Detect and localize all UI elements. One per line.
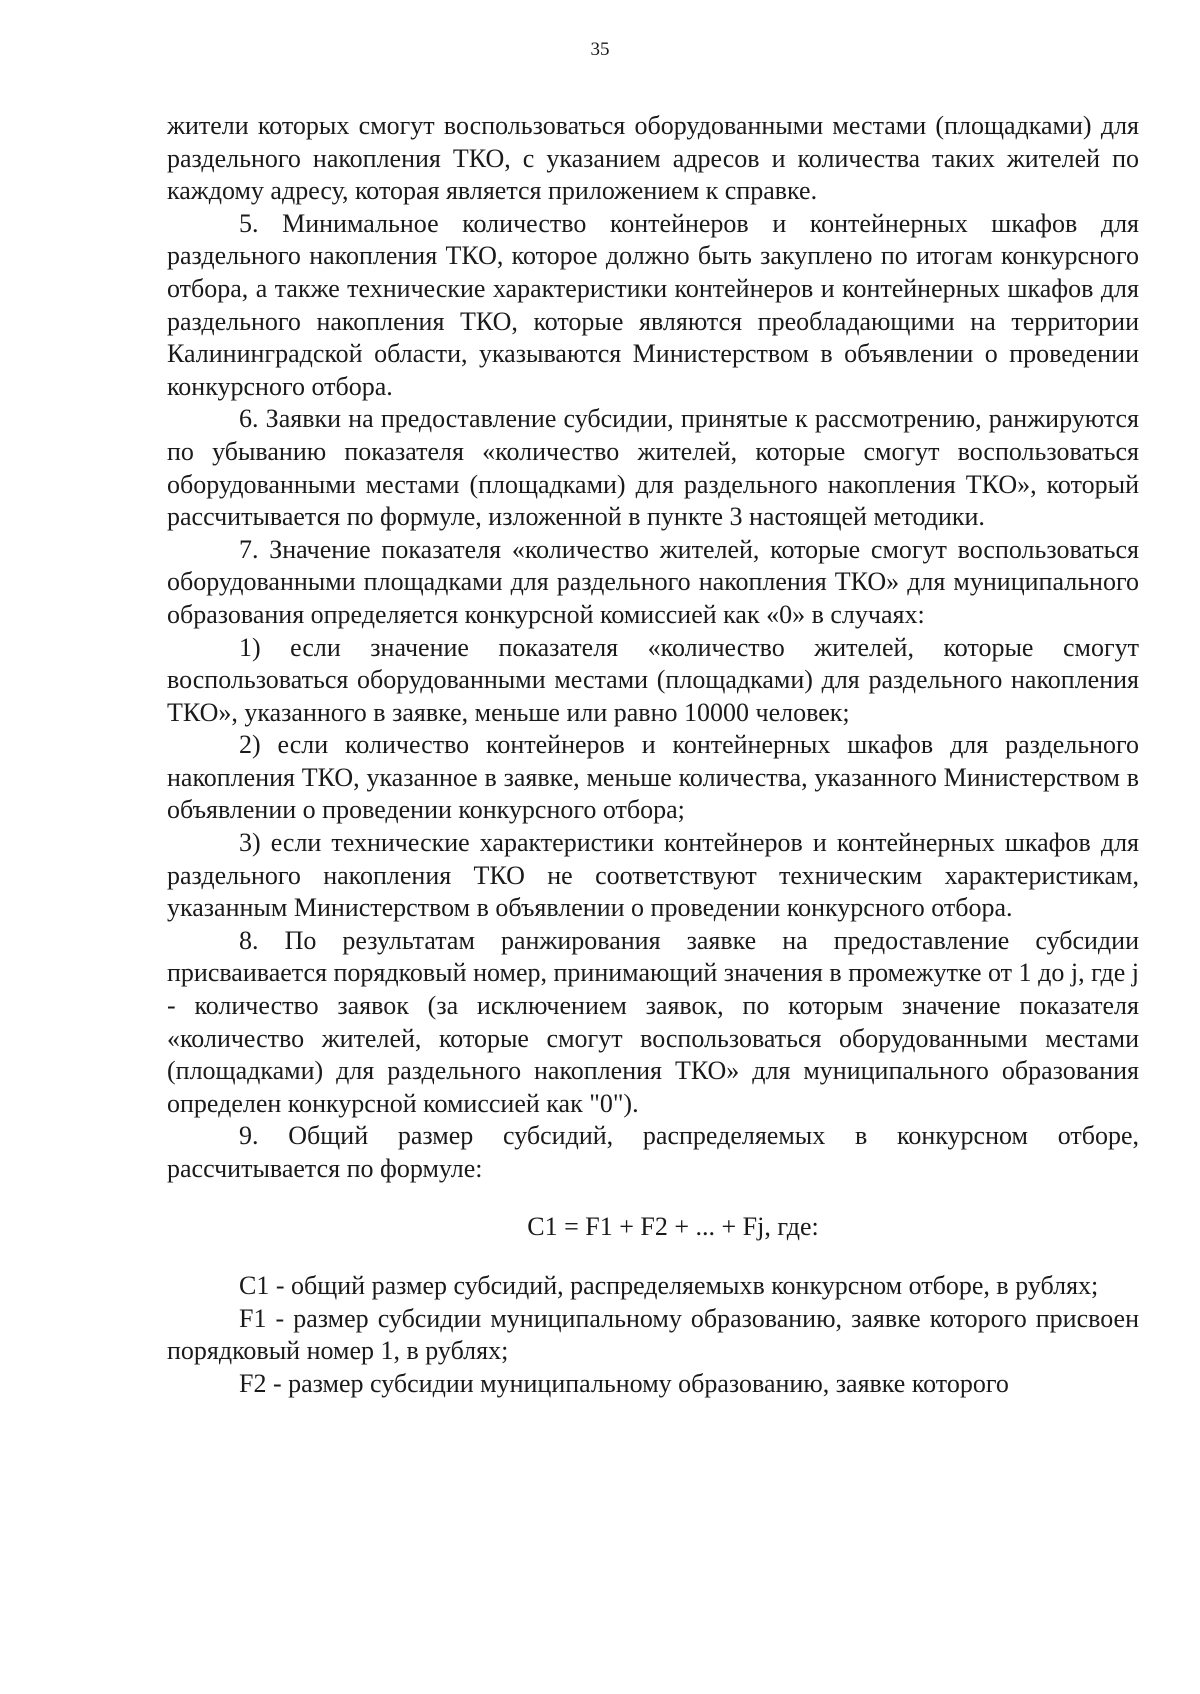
paragraph-item-9: 9. Общий размер субсидий, распределяемых в конкурсном отборе, рассчитывается по формуле: xyxy=(167,1121,1139,1183)
definition-f2: F2 - размер субсидии муниципальному образованию, заявке которого xyxy=(239,1368,1009,1398)
definition-f1: F1 - размер субсидии муниципальному образованию, заявке которого присвоен порядковый номер 1, в рублях; xyxy=(167,1303,1139,1366)
document-body xyxy=(167,110,1139,1401)
formula: C1 = F1 + F2 + ... + Fj, где: xyxy=(527,1211,819,1241)
paragraph-item-7: 7. Значение показателя «количество жителей, которые смогут воспользоваться оборудованными площадками для раздельного накопления ТКО» для муниципального образования определяется конкурсной комиссией как «0» в случаях: xyxy=(167,534,1139,629)
page-number: 35 xyxy=(590,39,610,60)
paragraph-continuation: жители которых смогут воспользоваться оборудованными местами (площадками) для раздельного накопления ТКО, с указанием адресов и количества таких жителей по каждому адресу, которая является приложением к справке. xyxy=(167,111,1139,206)
paragraph-item-5: 5. Минимальное количество контейнеров и контейнерных шкафов для раздельного накопления ТКО, которое должно быть закуплено по итогам конкурсного отбора, а также технические характеристики контейнеров и контейнерных шкафов для раздельного накопления ТКО, которые являются преобладающими на территории Калининградской области, указываются Министерством в объявлении о проведении конкурсного отбора. xyxy=(167,208,1139,401)
subitem-1: 1) если значение показателя «количество жителей, которые смогут воспользоваться оборудованными местами (площадками) для раздельного накопления ТКО», указанного в заявке, меньше или равно 10000 человек; xyxy=(167,632,1139,727)
subitem-3: 3) если технические характеристики контейнеров и контейнерных шкафов для раздельного накопления ТКО не соответствуют техническим характеристикам, указанным Министерством в объявлении о проведении конкурсного отбора. xyxy=(167,828,1139,923)
paragraph-item-8: 8. По результатам ранжирования заявке на предоставление субсидии присваивается порядковый номер, принимающий значения в промежутке от 1 до j, где j - количество заявок (за исключением заявок, по которым значение показателя «количество жителей, которые смогут воспользоваться оборудованными местами (площадками) для раздельного накопления ТКО» для муниципального образования определен конкурсной комиссией как "0"). xyxy=(167,925,1139,1118)
subitem-2: 2) если количество контейнеров и контейнерных шкафов для раздельного накопления ТКО, указанное в заявке, меньше количества, указанного Министерством в объявлении о проведении конкурсного отбора; xyxy=(167,730,1139,825)
paragraph-item-6: 6. Заявки на предоставление субсидии, принятые к рассмотрению, ранжируются по убыванию показателя «количество жителей, которые смогут воспользоваться оборудованными местами (площадками) для раздельного накопления ТКО», который рассчитывается по формуле, изложенной в пункте 3 настоящей методики. xyxy=(167,404,1139,532)
definition-c1: C1 - общий размер субсидий, распределяемыхв конкурсном отборе, в рублях; xyxy=(239,1271,1099,1301)
